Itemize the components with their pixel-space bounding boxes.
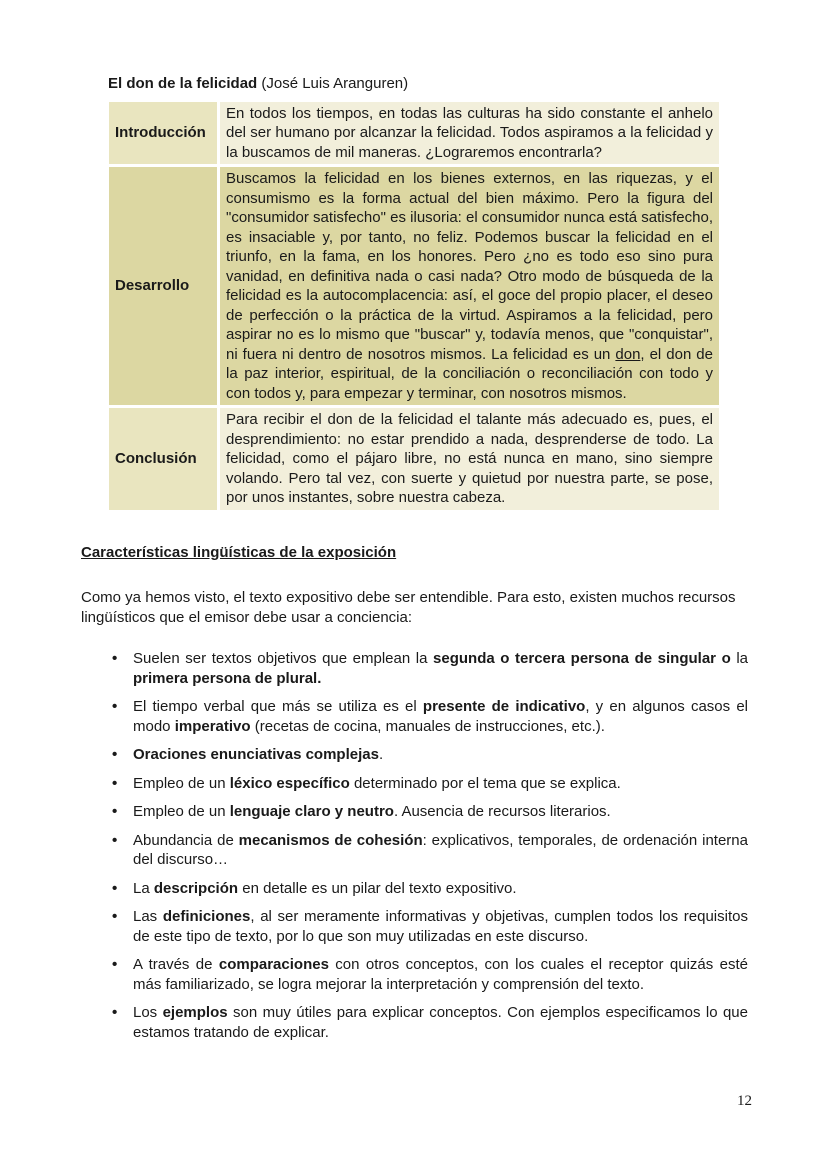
bullet-icon: •: [112, 650, 118, 667]
row-label-conclusion: Conclusión: [109, 408, 217, 510]
bullet-icon: •: [112, 746, 118, 763]
list-item-text: Los ejemplos son muy útiles para explicar conceptos. Con ejemplos especificamos lo que estamos tratando de explicar.: [133, 1004, 748, 1041]
row-content-introduccion: En todos los tiempos, en todas las culturas ha sido constante el anhelo del ser humano por alcanzar la felicidad. Todos aspiramos a la felicidad y la buscamos de mil maneras. ¿Lograremos encontrarla?: [220, 102, 719, 165]
list-item: [112, 955, 748, 994]
list-item: [112, 774, 748, 794]
list-item-text: Abundancia de mecanismos de cohesión: explicativos, temporales, de ordenación interna del discurso…: [133, 831, 748, 868]
list-item-text: La descripción en detalle es un pilar del texto expositivo.: [133, 879, 517, 897]
bullet-icon: •: [112, 908, 118, 925]
list-item: [112, 831, 748, 870]
list-item: [112, 745, 748, 765]
bullet-icon: •: [112, 774, 118, 792]
list-item: [112, 1003, 748, 1042]
bullet-icon: •: [112, 803, 118, 820]
bullet-icon: •: [112, 831, 118, 849]
row-content-conclusion: Para recibir el don de la felicidad el talante más adecuado es, pues, el desprendimiento: no estar prendido a nada, desprenderse de todo. La felicidad, como el pájaro libre, no está nunca en mano, sino siempre volando. Pero tal vez, con suerte y quietud por nuestra parte, se pose, por unos instantes, sobre nuestra cabeza.: [220, 408, 719, 510]
list-item-text: El tiempo verbal que más se utiliza es el presente de indicativo, y en algunos casos el modo imperativo (recetas de cocina, manuales de instrucciones, etc.).: [133, 698, 748, 735]
section-heading: Características lingüísticas de la exposición: [81, 543, 397, 561]
table-row-desarrollo: [109, 167, 719, 405]
list-item: [112, 649, 748, 688]
bullet-icon: •: [112, 956, 118, 973]
list-item: [112, 802, 748, 822]
row-content-desarrollo: Buscamos la felicidad en los bienes externos, en las riquezas, y el consumismo es la forma actual del bien máximo. Pero la figura del "consumidor satisfecho" es ilusoria: el consumidor nunca está satisfecho, es insaciable y, por tanto, no feliz. Podemos buscar la felicidad en el triunfo, en la fama, en los honores. Pero ¿no es todo eso sino pura vanidad, en definitiva nada o casi nada? Otro modo de búsqueda de la felicidad es la autocomplacencia: así, el goce del propio placer, el deseo de perfección o la práctica de la virtud. Aspiramos a la felicidad, pero aspirar no es lo mismo que "buscar" y, todavía menos, que "conquistar", ni fuera ni dentro de nosotros mismos. La felicidad es un don, el don de la paz interior, espiritual, de la conciliación o reconciliación con todo y con todos y, para empezar y terminar, con nosotros mismos.: [220, 167, 719, 405]
document-body: [81, 74, 748, 1051]
row-label-desarrollo: Desarrollo: [109, 167, 217, 405]
intro-paragraph: Como ya hemos visto, el texto expositivo debe ser entendible. Para esto, existen muchos recursos lingüísticos que el emisor debe usar a conciencia:: [81, 589, 736, 626]
list-item: [112, 697, 748, 736]
table-row-conclusion: [109, 408, 719, 510]
bullet-icon: •: [112, 698, 118, 715]
list-item-text: Empleo de un lenguaje claro y neutro. Ausencia de recursos literarios.: [133, 803, 611, 820]
table-row-introduccion: [109, 102, 719, 165]
list-item-text: Suelen ser textos objetivos que emplean la segunda o tercera persona de singular o la primera persona de plural.: [133, 650, 749, 687]
list-item: [112, 879, 748, 899]
bullet-icon: •: [112, 1004, 118, 1021]
text-title: El don de la felicidad (José Luis Aranguren): [108, 75, 409, 92]
text-structure-table: [106, 99, 722, 513]
page-number: 12: [737, 1093, 752, 1109]
bullet-icon: •: [112, 879, 118, 897]
list-item-text: A través de comparaciones con otros conceptos, con los cuales el receptor quizás esté más familiarizado, se logra mejorar la interpretación y comprensión del texto.: [133, 956, 748, 993]
list-item-text: Las definiciones, al ser meramente informativas y objetivas, cumplen todos los requisitos de este tipo de texto, por lo que son muy utilizadas en este discurso.: [133, 908, 748, 945]
features-list: [81, 649, 748, 1042]
list-item: [112, 907, 748, 946]
row-label-introduccion: Introducción: [109, 102, 217, 165]
list-item-text: Empleo de un léxico específico determinado por el tema que se explica.: [133, 774, 621, 792]
list-item-text: Oraciones enunciativas complejas.: [133, 746, 384, 763]
